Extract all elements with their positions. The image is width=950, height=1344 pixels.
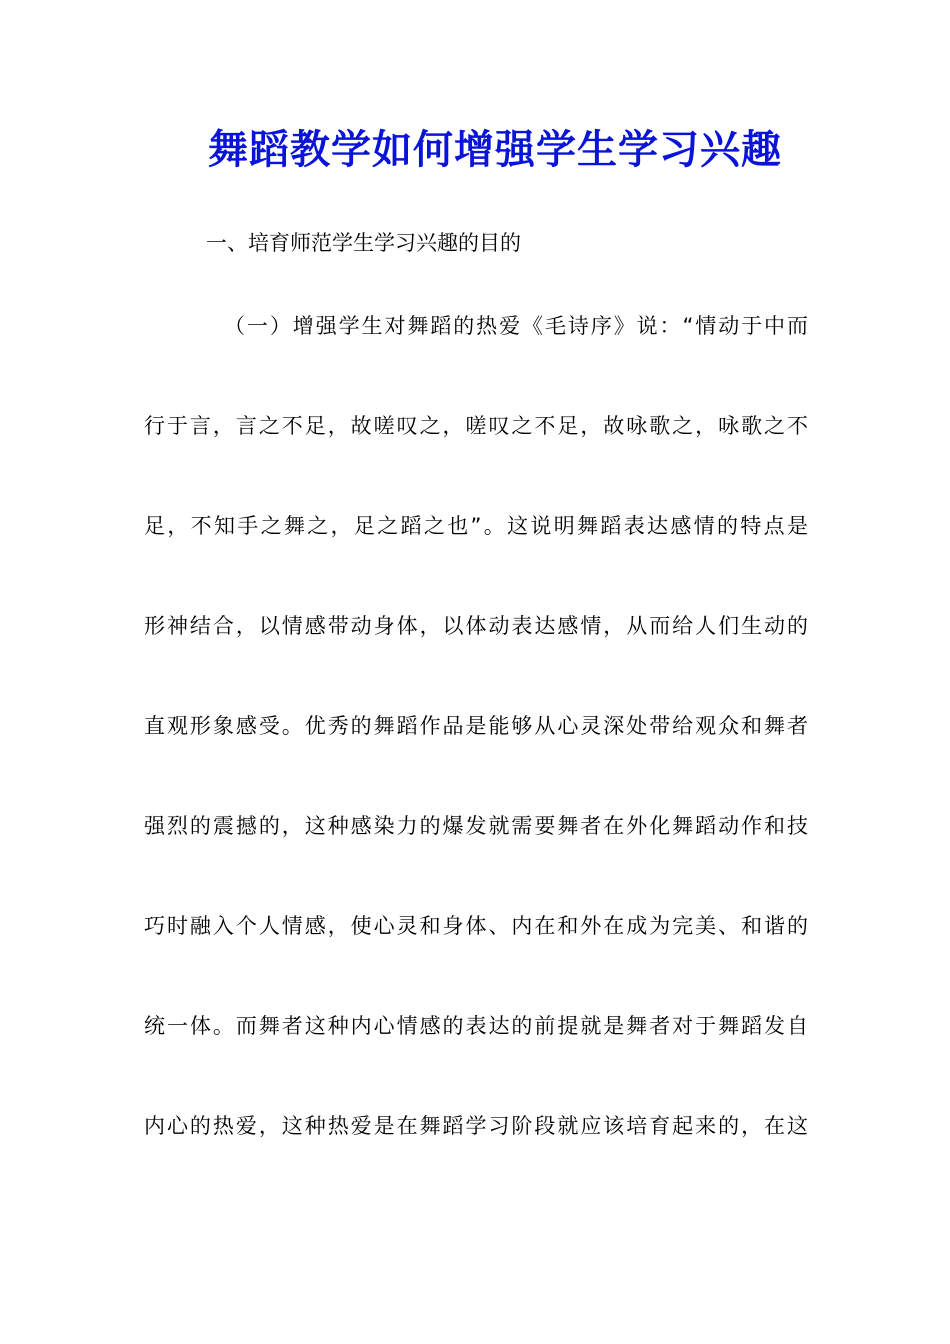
paragraph-line: 形神结合，以情感带动身体，以体动表达感情，从而给人们生动的	[144, 614, 808, 638]
document-title: 舞蹈教学如何增强学生学习兴趣	[208, 126, 782, 173]
body-paragraph	[144, 306, 808, 1206]
paragraph-line: 内心的热爱，这种热爱是在舞蹈学习阶段就应该培育起来的，在这	[144, 1114, 808, 1138]
section-heading: 一、培育师范学生学习兴趣的目的	[206, 231, 521, 255]
paragraph-line: （一）增强学生对舞蹈的热爱《毛诗序》说：“情动于中而	[224, 314, 808, 338]
paragraph-line: 巧时融入个人情感，使心灵和身体、内在和外在成为完美、和谐的	[144, 914, 808, 938]
paragraph-line: 强烈的震撼的，这种感染力的爆发就需要舞者在外化舞蹈动作和技	[144, 814, 808, 838]
paragraph-line: 足，不知手之舞之，足之蹈之也”。这说明舞蹈表达感情的特点是	[144, 514, 808, 538]
paragraph-line: 行于言，言之不足，故嗟叹之，嗟叹之不足，故咏歌之，咏歌之不	[144, 414, 808, 438]
paragraph-line: 统一体。而舞者这种内心情感的表达的前提就是舞者对于舞蹈发自	[144, 1014, 808, 1038]
paragraph-line: 直观形象感受。优秀的舞蹈作品是能够从心灵深处带给观众和舞者	[144, 714, 808, 738]
